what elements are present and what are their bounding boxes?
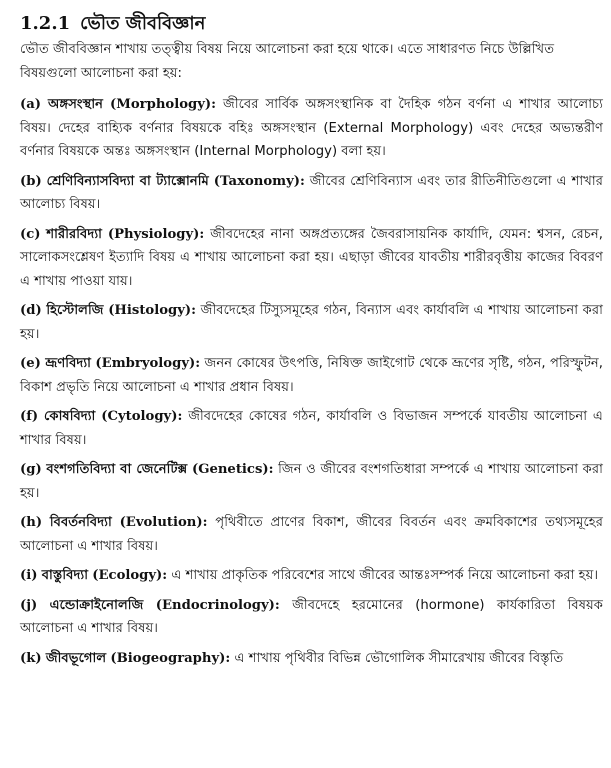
topic-item-embryology [20, 352, 603, 399]
item-text: পৃথিবীতে প্রাণের বিকাশ, জীবের বিবর্তন এবং ক্রমবিকাশের তথ্যসমূহের আলোচনা এ শাখার বিষয়। [20, 515, 603, 554]
item-letter: (a) [20, 97, 42, 112]
topic-item-cytology [20, 405, 603, 452]
item-term: বাস্তুবিদ্যা [41, 568, 89, 583]
item-term: শ্রেণিবিন্যাসবিদ্যা বা ট্যাক্সোনমি [46, 173, 209, 189]
item-english: (Ecology): [92, 568, 168, 583]
item-term: অঙ্গসংস্থান [48, 97, 104, 112]
item-letter: (j) [20, 597, 38, 613]
topic-item-endocrinology [20, 594, 603, 641]
item-english: (Histology): [108, 303, 197, 318]
item-letter: (g) [20, 462, 42, 477]
section-number: 1.2.1 [20, 13, 71, 34]
topic-item-ecology [20, 564, 603, 588]
item-text: জিন ও জীবের বংশগতিধারা সম্পর্কে এ শাখায় আলোচনা করা হয়। [20, 462, 603, 501]
item-term: শারীরবিদ্যা [46, 226, 102, 242]
item-text: জীবদেহের কোষের গঠন, কার্যাবলি ও বিভাজন সম্পর্কে যাবতীয় আলোচনা এ শাখার বিষয়। [20, 409, 603, 448]
topic-item-evolution [20, 511, 603, 558]
item-letter: (i) [20, 568, 38, 583]
item-text: জীবের সার্বিক অঙ্গসংস্থানিক বা দৈহিক গঠন বর্ণনা এ শাখার আলোচ্য বিষয়। দেহের বাহ্যিক বর্ণনার বিষয়কে বহিঃ অঙ্গসংস্থান (External Morphology) এবং দেহের অভ্যন্তরীণ বর্ণনার বিষয়কে অন্তঃ অঙ্গসংস্থান (Internal Morphology) বলা হয়। [20, 97, 603, 159]
item-text: জীবদেহের টিস্যুসমূহের গঠন, বিন্যাস এবং কার্যাবলি এ শাখায় আলোচনা করা হয়। [20, 303, 603, 342]
topic-item-genetics [20, 458, 603, 505]
item-letter: (k) [20, 650, 42, 666]
topic-item-histology [20, 299, 603, 346]
item-english: (Physiology): [107, 226, 205, 242]
item-letter: (e) [20, 356, 41, 371]
item-text: জীবদেহের নানা অঙ্গপ্রত্যঙ্গের জৈবরাসায়নিক কার্যাদি, যেমন: শ্বসন, রেচন, সালোকসংশ্লেষণ ইত্যাদি বিষয় এ শাখায় আলোচনা করা হয়। এছাড়া জীবের যাবতীয় শারীরবৃত্তীয় কাজের বিবরণ এ শাখায় পাওয়া যায়। [20, 226, 603, 289]
item-text: জীবদেহে হরমোনের (hormone) কার্যকারিতা বিষয়ক আলোচনা এ শাখার বিষয়। [20, 597, 603, 636]
item-text: জনন কোষের উৎপত্তি, নিষিক্ত জাইগোট থেকে ভ্রূণের সৃষ্টি, গঠন, পরিস্ফুটন, বিকাশ প্রভৃতি নিয়ে আলোচনা এ শাখার প্রধান বিষয়। [20, 356, 603, 395]
item-english: (Morphology): [110, 97, 217, 112]
item-text: এ শাখায় প্রাকৃতিক পরিবেশের সাথে জীবের আন্তঃসম্পর্ক নিয়ে আলোচনা করা হয়। [171, 568, 599, 583]
item-letter: (h) [20, 515, 43, 530]
item-term: এন্ডোক্রাইনোলজি [49, 597, 144, 613]
item-term: জীবভূগোল [45, 650, 107, 666]
item-text: জীবের শ্রেণিবিন্যাস এবং তার রীতিনীতিগুলো এ শাখার আলোচ্য বিষয়। [20, 173, 603, 212]
item-letter: (b) [20, 173, 42, 189]
item-text: এ শাখায় পৃথিবীর বিভিন্ন ভৌগোলিক সীমারেখায় জীবের বিস্তৃতি [234, 650, 564, 666]
topic-item-morphology [20, 93, 603, 164]
item-english: (Embryology): [95, 356, 201, 371]
item-letter: (c) [20, 226, 41, 242]
item-letter: (f) [20, 409, 39, 424]
item-english: (Endocrinology): [155, 597, 280, 613]
item-english: (Taxonomy): [213, 173, 305, 189]
item-english: (Biogeography): [110, 650, 231, 666]
item-term: বংশগতিবিদ্যা বা জেনেটিক্স [46, 462, 188, 477]
item-letter: (d) [20, 303, 42, 318]
item-english: (Genetics): [191, 462, 274, 477]
topic-item-biogeography [20, 647, 603, 671]
topic-item-physiology [20, 223, 603, 294]
section-intro: ভৌত জীববিজ্ঞান শাখায় তত্ত্বীয় বিষয় নিয়ে আলোচনা করা হয়ে থাকে। এতে সাধারণত নিচে উল্লিখিত বিষয়গুলো আলোচনা করা হয়: [20, 42, 555, 81]
section-title: ভৌত জীববিজ্ঞান [80, 13, 206, 34]
section-heading [20, 12, 603, 36]
item-english: (Cytology): [101, 409, 183, 424]
topic-list [20, 93, 603, 670]
item-term: হিস্টোলজি [46, 303, 104, 318]
item-english: (Evolution): [119, 515, 208, 530]
item-term: ভ্রূণবিদ্যা [45, 356, 91, 371]
topic-item-taxonomy [20, 170, 603, 217]
item-term: বিবর্তনবিদ্যা [49, 515, 112, 530]
item-term: কোষবিদ্যা [44, 409, 96, 424]
